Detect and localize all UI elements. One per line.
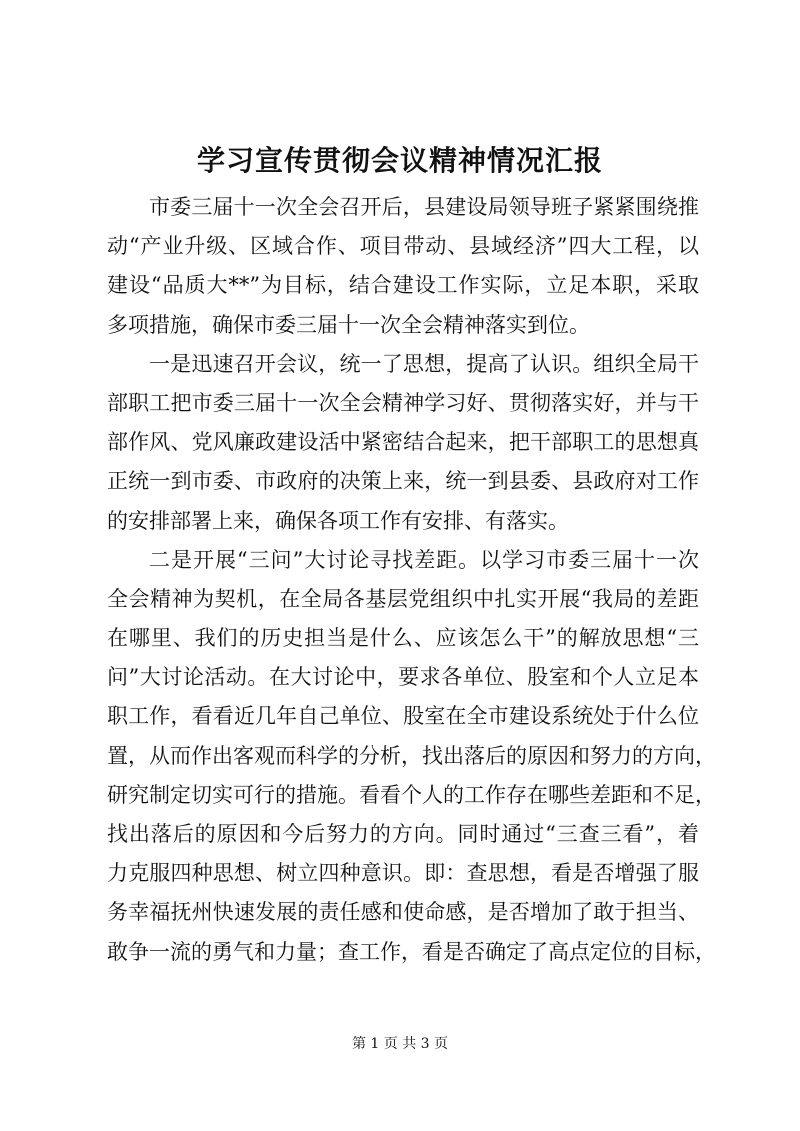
paragraph-3-line-3: 在哪里、我们的历史担当是什么、应该怎么干”的解放思想“三 [107,626,699,651]
paragraph-1-line-2: 动“产业升级、区域合作、项目带动、县域经济”四大工程，以 [107,234,699,259]
paragraph-3-line-2: 全会精神为契机，在全局各基层党组织中扎实开展“我局的差距 [107,586,699,611]
paragraph-3-line-7: 研究制定切实可行的措施。看看个人的工作存在哪些差距和不足， [107,782,716,807]
paragraph-2-line-2: 部职工把市委三届十一次全会精神学习好、贯彻落实好，并与干 [107,390,699,415]
paragraph-3-line-11: 敢争一流的勇气和力量；查工作，看是否确定了高点定位的目标， [107,939,716,964]
paragraph-3-line-8: 找出落后的原因和今后努力的方向。同时通过“三查三看”，着 [107,822,699,846]
paragraph-3-line-9: 力克服四种思想、树立四种意识。即：查思想，看是否增强了服 [107,861,699,886]
page-number: 第 1 页 共 3 页 [351,1036,449,1052]
paragraph-3-line-1: 二是开展“三问”大讨论寻找差距。以学习市委三届十一次 [149,547,699,572]
paragraph-3-line-6: 置，从而作出客观而科学的分析，找出落后的原因和努力的方向， [107,743,716,768]
paragraph-2-line-5: 的安排部署上来，确保各项工作有安排、有落实。 [107,508,569,533]
paragraph-3-line-5: 职工作，看看近几年自己单位、股室在全市建设系统处于什么位 [107,704,699,729]
paragraph-1-line-1: 市委三届十一次全会召开后，县建设局领导班子紧紧围绕推 [149,195,699,219]
document-title: 学习宣传贯彻会议精神情况汇报 [196,144,603,177]
paragraph-2-line-3: 部作风、党风廉政建设活中紧密结合起来，把干部职工的思想真 [107,430,699,455]
paragraph-3-line-10: 务幸福抚州快速发展的责任感和使命感，是否增加了敢于担当、 [107,900,699,925]
paragraph-2-line-4: 正统一到市委、市政府的决策上来，统一到县委、县政府对工作 [107,469,699,494]
paragraph-2-line-1: 一是迅速召开会议，统一了思想，提高了认识。组织全局干 [149,351,699,376]
paragraph-1-line-3: 建设“品质大**”为目标，结合建设工作实际，立足本职，采取 [107,273,699,298]
paragraph-1-line-4: 多项措施，确保市委三届十一次全会精神落实到位。 [107,312,590,337]
paragraph-3-line-4: 问”大讨论活动。在大讨论中，要求各单位、股室和个人立足本 [107,665,699,690]
document-body [107,188,716,972]
